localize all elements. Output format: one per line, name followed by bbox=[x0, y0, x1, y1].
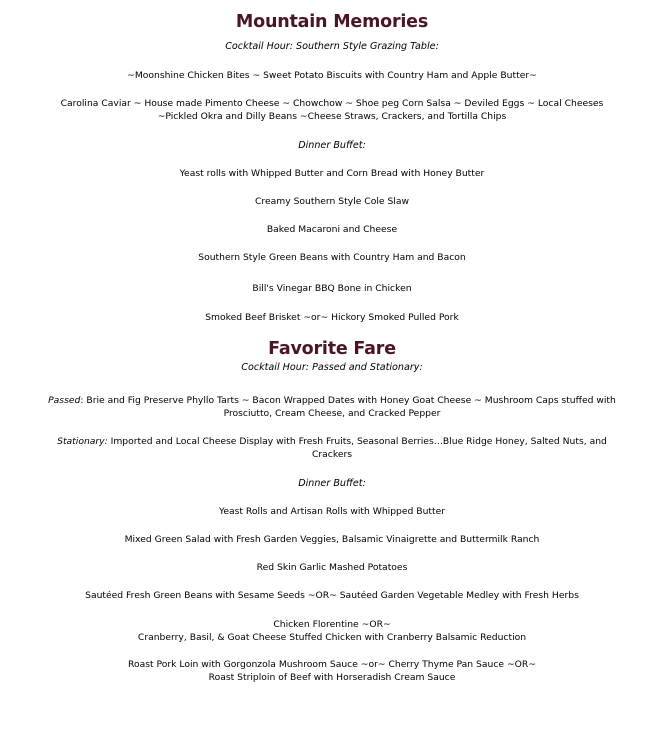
menu-item: Creamy Southern Style Cole Slaw bbox=[255, 196, 409, 207]
menu-item: Roast Striploin of Beef with Horseradish Cream Sauce bbox=[208, 672, 456, 683]
cocktail-heading: Cocktail Hour: Southern Style Grazing Table: bbox=[225, 41, 439, 52]
menu-item: Bill's Vinegar BBQ Bone in Chicken bbox=[252, 283, 412, 294]
menu-item: Prosciutto, Cream Cheese, and Cracked Pepper bbox=[223, 408, 441, 419]
menu-item: Chicken Florentine ~OR~ bbox=[273, 619, 391, 630]
menu-item: Carolina Caviar ~ House made Pimento Cheese ~ Chowchow ~ Shoe peg Corn Salsa ~ Deviled Eggs ~ Local Cheeses bbox=[60, 98, 604, 109]
menu-item: Crackers bbox=[311, 449, 353, 460]
section-title-mountain-memories: Mountain Memories bbox=[235, 12, 429, 32]
menu-item: Mixed Green Salad with Fresh Garden Veggies, Balsamic Vinaigrette and Buttermilk Ranch bbox=[124, 534, 540, 545]
passed-label: Passed bbox=[48, 395, 81, 406]
menu-item: Cranberry, Basil, & Goat Cheese Stuffed Chicken with Cranberry Balsamic Reduction bbox=[137, 632, 527, 643]
passed-line bbox=[0, 394, 664, 407]
dinner-heading: Dinner Buffet: bbox=[298, 140, 366, 151]
menu-item: Baked Macaroni and Cheese bbox=[266, 224, 398, 235]
menu-item: Yeast rolls with Whipped Butter and Corn Bread with Honey Butter bbox=[179, 168, 485, 179]
menu-item: ~Pickled Okra and Dilly Beans ~Cheese Straws, Crackers, and Tortilla Chips bbox=[157, 111, 507, 122]
menu-item: Smoked Beef Brisket ~or~ Hickory Smoked Pulled Pork bbox=[205, 312, 459, 323]
passed-text: : Brie and Fig Preserve Phyllo Tarts ~ Bacon Wrapped Dates with Honey Goat Cheese ~ Mushroom Caps stuffed with bbox=[80, 395, 616, 406]
menu-item: Red Skin Garlic Mashed Potatoes bbox=[256, 562, 408, 573]
menu-item: Sautéed Fresh Green Beans with Sesame Seeds ~OR~ Sautéed Garden Vegetable Medley with Fresh Herbs bbox=[85, 590, 579, 601]
menu-item: Yeast Rolls and Artisan Rolls with Whipped Butter bbox=[218, 506, 446, 517]
menu-item: Southern Style Green Beans with Country Ham and Bacon bbox=[198, 252, 466, 263]
cocktail-heading: Cocktail Hour: Passed and Stationary: bbox=[241, 362, 423, 373]
section-title-favorite-fare: Favorite Fare bbox=[268, 339, 396, 359]
menu-item: Roast Pork Loin with Gorgonzola Mushroom Sauce ~or~ Cherry Thyme Pan Sauce ~OR~ bbox=[128, 659, 536, 670]
stationary-text: Imported and Local Cheese Display with Fresh Fruits, Seasonal Berries…Blue Ridge Honey, Salted Nuts, and bbox=[107, 436, 607, 447]
dinner-heading: Dinner Buffet: bbox=[298, 478, 366, 489]
stationary-label: Stationary: bbox=[57, 436, 108, 447]
stationary-line bbox=[0, 435, 664, 448]
menu-item: ~Moonshine Chicken Bites ~ Sweet Potato Biscuits with Country Ham and Apple Butter~ bbox=[127, 70, 537, 81]
